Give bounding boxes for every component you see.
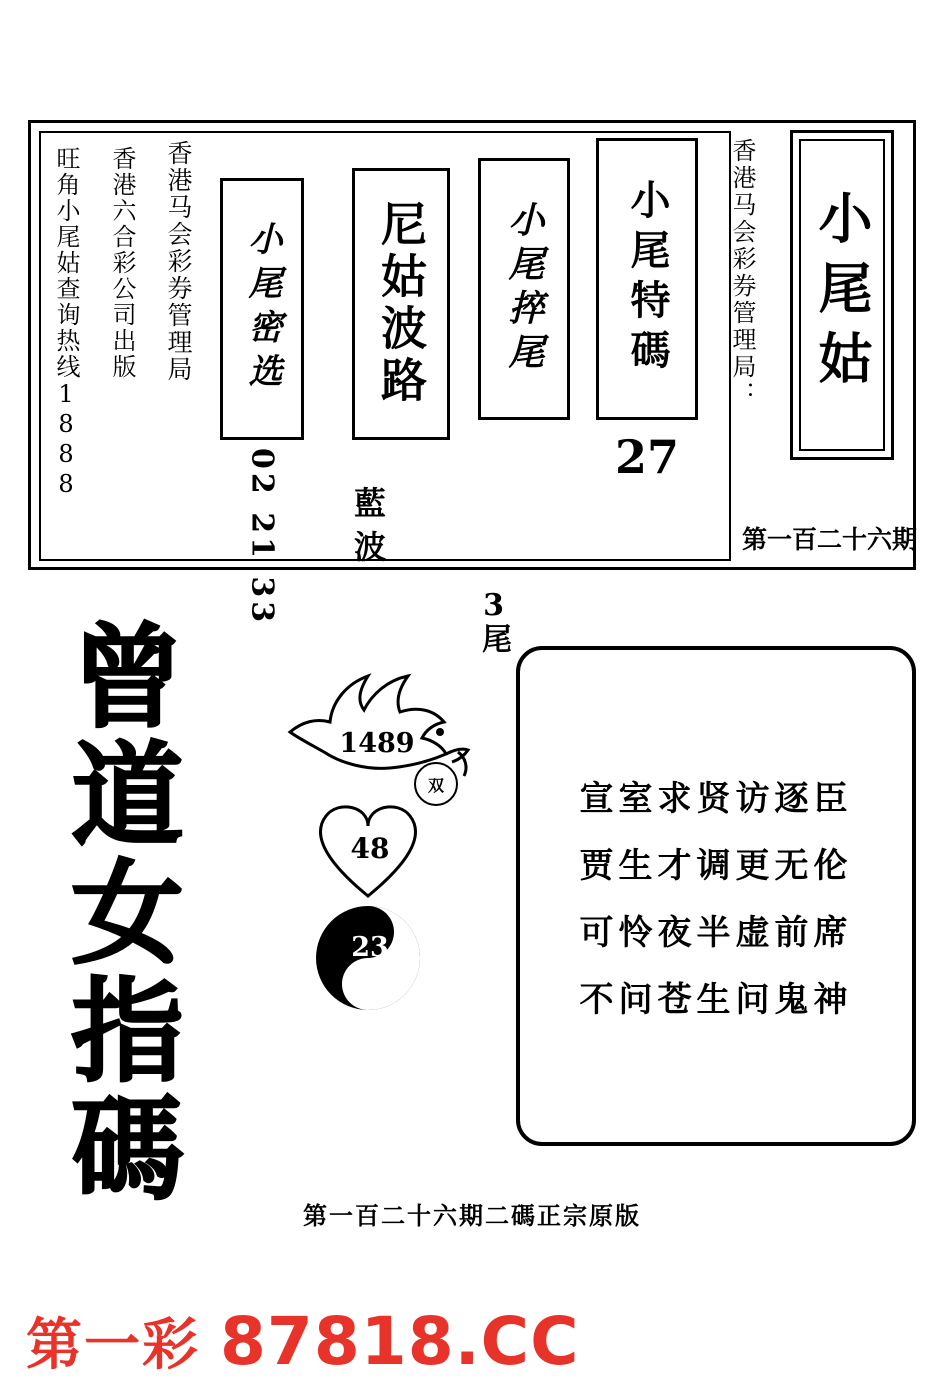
column-special-code bbox=[596, 138, 698, 484]
footer-brand: 第一彩 bbox=[26, 1312, 200, 1378]
column-special-code-box bbox=[596, 138, 698, 420]
column-wave-route-label: 尼姑波路 bbox=[374, 200, 428, 408]
footer-url[interactable]: 87818.CC bbox=[220, 1302, 580, 1380]
issue-number: 第一百二十六期 bbox=[742, 525, 918, 554]
dove-number: 1489 bbox=[339, 728, 415, 759]
side-line-1 bbox=[166, 140, 191, 420]
column-tail-number-value-text: 3尾 bbox=[476, 588, 511, 653]
issue-caption: 第一百二十六期二碼正宗原版 bbox=[303, 1201, 641, 1230]
column-tail-number-label: 小尾捽尾 bbox=[503, 201, 545, 377]
poem-line: 宣室求贤访逐臣 bbox=[579, 779, 853, 819]
poem-line: 可怜夜半虚前席 bbox=[579, 913, 853, 953]
poem-lines bbox=[520, 650, 912, 1142]
column-tail-number bbox=[476, 158, 570, 653]
column-special-code-label: 小尾特碼 bbox=[624, 179, 671, 379]
column-wave-route-box bbox=[352, 168, 450, 440]
side-line-2-text: 香港六合彩公司出版 bbox=[108, 146, 136, 380]
main-title-text: 小尾姑 bbox=[810, 190, 874, 400]
publication-title-text: 曾道女指碼 bbox=[53, 618, 184, 1208]
column-secret-picks-label: 小尾密选 bbox=[242, 221, 282, 397]
dove-tag: 双 bbox=[414, 762, 458, 806]
organization-label bbox=[730, 138, 754, 438]
poem-line: 贾生才调更无伦 bbox=[579, 846, 853, 886]
column-wave-route-value bbox=[349, 486, 450, 574]
side-line-1-text: 香港马会彩券管理局 bbox=[164, 140, 193, 383]
heart-number: 48 bbox=[350, 832, 390, 865]
column-wave-route bbox=[349, 168, 450, 574]
poem-box bbox=[516, 646, 916, 1146]
main-title-box bbox=[790, 130, 894, 460]
dove-icon bbox=[290, 676, 468, 776]
header-panel bbox=[28, 120, 916, 570]
publication-title bbox=[53, 618, 202, 1208]
footer-banner bbox=[0, 1300, 944, 1382]
side-line-3 bbox=[54, 146, 78, 506]
side-line-3-text: 旺角小尾姑查询热线1888 bbox=[52, 146, 80, 500]
column-tail-number-box bbox=[478, 158, 570, 420]
organization-label-text: 香港马会彩券管理局： bbox=[728, 138, 756, 408]
column-secret-picks-value bbox=[220, 448, 304, 630]
column-secret-picks-box bbox=[220, 178, 304, 440]
poem-line: 不问苍生问鬼神 bbox=[579, 980, 853, 1020]
column-wave-route-value-text: 藍波 bbox=[349, 486, 387, 574]
main-title-box-inner bbox=[799, 139, 885, 451]
column-secret-picks-value-text: 02 21 33 bbox=[244, 448, 280, 627]
column-secret-picks bbox=[220, 178, 304, 627]
side-line-2 bbox=[110, 146, 134, 446]
symbol-column bbox=[272, 640, 492, 1080]
column-special-code-value: 27 bbox=[614, 430, 679, 484]
yin-yang-number: 23 bbox=[351, 932, 389, 963]
